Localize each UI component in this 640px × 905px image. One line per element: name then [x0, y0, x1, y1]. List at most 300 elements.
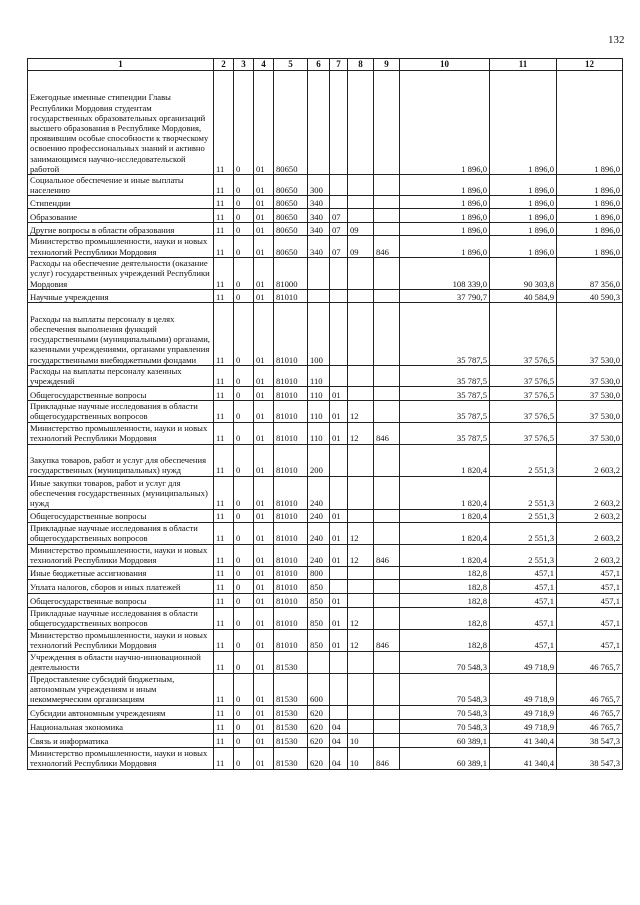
code-cell: 80650 — [274, 175, 308, 196]
amount-cell: 46 765,7 — [557, 719, 623, 733]
code-cell: 110 — [308, 422, 330, 444]
code-cell: 07 — [330, 236, 348, 257]
code-cell: 846 — [374, 422, 400, 444]
code-cell: 81010 — [274, 544, 308, 566]
code-cell — [374, 365, 400, 386]
code-cell: 340 — [308, 236, 330, 257]
row-label-cell: Министерство промышленности, науки и новых технологий Республики Мордовия — [28, 422, 214, 444]
code-cell — [348, 566, 374, 579]
code-cell — [348, 476, 374, 509]
code-cell — [330, 257, 348, 289]
code-cell: 0 — [234, 566, 254, 579]
code-cell: 01 — [330, 401, 348, 422]
amount-cell: 182,8 — [400, 593, 490, 607]
code-cell: 110 — [308, 387, 330, 401]
row-label-cell: Расходы на обеспечение деятельности (оказание услуг) государственных учреждений Республики Мордовия — [28, 257, 214, 289]
amount-cell: 1 820,4 — [400, 444, 490, 476]
table-row — [28, 607, 623, 629]
code-cell: 80650 — [274, 71, 308, 175]
code-cell: 01 — [330, 629, 348, 651]
table-row — [28, 509, 623, 522]
code-cell: 81010 — [274, 522, 308, 544]
code-cell: 01 — [254, 733, 274, 747]
amount-cell: 35 787,5 — [400, 422, 490, 444]
code-cell: 01 — [254, 747, 274, 769]
code-cell — [330, 302, 348, 365]
code-cell: 11 — [214, 593, 234, 607]
amount-cell: 1 896,0 — [400, 223, 490, 236]
amount-cell: 1 896,0 — [490, 223, 557, 236]
column-header: 8 — [348, 59, 374, 71]
row-label-cell: Национальная экономика — [28, 719, 214, 733]
amount-cell: 37 790,7 — [400, 289, 490, 302]
amount-cell: 457,1 — [557, 593, 623, 607]
code-cell: 11 — [214, 566, 234, 579]
code-cell — [374, 71, 400, 175]
column-header: 2 — [214, 59, 234, 71]
code-cell: 11 — [214, 733, 234, 747]
code-cell: 0 — [234, 705, 254, 719]
code-cell: 0 — [234, 719, 254, 733]
code-cell — [308, 257, 330, 289]
code-cell — [348, 365, 374, 386]
table-row — [28, 209, 623, 223]
code-cell: 11 — [214, 651, 234, 673]
code-cell: 846 — [374, 629, 400, 651]
code-cell: 11 — [214, 522, 234, 544]
code-cell: 81010 — [274, 365, 308, 386]
code-cell: 01 — [254, 401, 274, 422]
row-label-cell: Общегосударственные вопросы — [28, 593, 214, 607]
code-cell — [330, 444, 348, 476]
column-header: 10 — [400, 59, 490, 71]
code-cell: 0 — [234, 544, 254, 566]
code-cell — [374, 705, 400, 719]
code-cell: 11 — [214, 209, 234, 223]
code-cell: 0 — [234, 651, 254, 673]
code-cell: 11 — [214, 175, 234, 196]
row-label-cell: Иные закупки товаров, работ и услуг для обеспечения государственных (муниципальных) нужд — [28, 476, 214, 509]
code-cell — [374, 223, 400, 236]
code-cell: 110 — [308, 365, 330, 386]
code-cell: 80650 — [274, 223, 308, 236]
code-cell: 11 — [214, 509, 234, 522]
code-cell: 12 — [348, 544, 374, 566]
amount-cell: 70 548,3 — [400, 705, 490, 719]
row-label-cell: Расходы на выплаты персоналу казенных учреждений — [28, 365, 214, 386]
code-cell: 01 — [254, 579, 274, 593]
code-cell: 01 — [254, 544, 274, 566]
amount-cell: 35 787,5 — [400, 387, 490, 401]
table-row — [28, 673, 623, 705]
amount-cell: 1 896,0 — [490, 236, 557, 257]
code-cell — [348, 673, 374, 705]
code-cell: 240 — [308, 509, 330, 522]
row-label-cell: Предоставление субсидий бюджетным, автономным учреждениям и иным некоммерческим организациям — [28, 673, 214, 705]
row-label-cell: Учреждения в области научно-инновационной деятельности — [28, 651, 214, 673]
code-cell — [374, 444, 400, 476]
code-cell: 81530 — [274, 733, 308, 747]
table-row — [28, 719, 623, 733]
code-cell: 846 — [374, 236, 400, 257]
amount-cell: 1 820,4 — [400, 522, 490, 544]
table-row — [28, 175, 623, 196]
code-cell: 850 — [308, 607, 330, 629]
code-cell: 11 — [214, 476, 234, 509]
code-cell: 12 — [348, 607, 374, 629]
code-cell: 01 — [254, 289, 274, 302]
code-cell: 0 — [234, 223, 254, 236]
code-cell — [374, 719, 400, 733]
code-cell: 0 — [234, 579, 254, 593]
code-cell: 0 — [234, 401, 254, 422]
row-label-cell: Научные учреждения — [28, 289, 214, 302]
code-cell: 81010 — [274, 593, 308, 607]
code-cell: 620 — [308, 747, 330, 769]
code-cell: 0 — [234, 747, 254, 769]
amount-cell: 2 603,2 — [557, 476, 623, 509]
code-cell: 0 — [234, 209, 254, 223]
code-cell — [348, 302, 374, 365]
row-label-cell: Закупка товаров, работ и услуг для обеспечения государственных (муниципальных) нужд — [28, 444, 214, 476]
table-row — [28, 422, 623, 444]
code-cell — [374, 196, 400, 209]
column-header: 7 — [330, 59, 348, 71]
code-cell: 80650 — [274, 209, 308, 223]
amount-cell: 37 576,5 — [490, 387, 557, 401]
code-cell — [374, 733, 400, 747]
code-cell: 620 — [308, 705, 330, 719]
code-cell: 01 — [254, 302, 274, 365]
code-cell: 11 — [214, 444, 234, 476]
code-cell: 11 — [214, 544, 234, 566]
code-cell: 11 — [214, 629, 234, 651]
code-cell — [374, 673, 400, 705]
code-cell: 0 — [234, 509, 254, 522]
code-cell: 12 — [348, 422, 374, 444]
row-label-cell: Расходы на выплаты персоналу в целях обеспечения выполнения функций государственными (муниципальными) органами, казенными учреждениями, органами управления государственными внебюджетными фондами — [28, 302, 214, 365]
amount-cell: 1 896,0 — [557, 71, 623, 175]
amount-cell: 182,8 — [400, 607, 490, 629]
row-label-cell: Прикладные научные исследования в области общегосударственных вопросов — [28, 401, 214, 422]
amount-cell: 2 603,2 — [557, 509, 623, 522]
amount-cell: 182,8 — [400, 579, 490, 593]
amount-cell: 37 530,0 — [557, 365, 623, 386]
amount-cell: 37 530,0 — [557, 401, 623, 422]
code-cell — [374, 593, 400, 607]
code-cell — [308, 289, 330, 302]
code-cell: 01 — [254, 607, 274, 629]
code-cell — [348, 509, 374, 522]
table-body — [28, 71, 623, 770]
code-cell: 0 — [234, 593, 254, 607]
amount-cell: 2 603,2 — [557, 544, 623, 566]
row-label-cell: Иные бюджетные ассигнования — [28, 566, 214, 579]
code-cell — [348, 257, 374, 289]
code-cell: 11 — [214, 257, 234, 289]
code-cell: 07 — [330, 209, 348, 223]
amount-cell: 1 896,0 — [557, 236, 623, 257]
code-cell — [348, 579, 374, 593]
table-row — [28, 387, 623, 401]
code-cell: 0 — [234, 302, 254, 365]
table-row — [28, 579, 623, 593]
code-cell: 0 — [234, 422, 254, 444]
code-cell: 12 — [348, 522, 374, 544]
code-cell: 81530 — [274, 651, 308, 673]
code-cell: 0 — [234, 444, 254, 476]
table-row — [28, 476, 623, 509]
table-row — [28, 223, 623, 236]
code-cell — [374, 289, 400, 302]
page-number: 132 — [608, 34, 625, 46]
amount-cell: 1 820,4 — [400, 509, 490, 522]
code-cell: 600 — [308, 673, 330, 705]
row-label-cell: Министерство промышленности, науки и новых технологий Республики Мордовия — [28, 747, 214, 769]
code-cell: 240 — [308, 544, 330, 566]
code-cell: 01 — [254, 223, 274, 236]
amount-cell: 1 896,0 — [557, 209, 623, 223]
code-cell — [348, 175, 374, 196]
amount-cell: 108 339,0 — [400, 257, 490, 289]
code-cell — [374, 175, 400, 196]
amount-cell: 37 576,5 — [490, 365, 557, 386]
code-cell: 620 — [308, 719, 330, 733]
code-cell: 850 — [308, 593, 330, 607]
code-cell — [330, 673, 348, 705]
amount-cell: 1 896,0 — [490, 71, 557, 175]
table-row — [28, 629, 623, 651]
amount-cell: 457,1 — [490, 566, 557, 579]
code-cell: 11 — [214, 747, 234, 769]
amount-cell: 35 787,5 — [400, 401, 490, 422]
amount-cell: 1 896,0 — [557, 175, 623, 196]
code-cell — [374, 387, 400, 401]
amount-cell: 457,1 — [490, 629, 557, 651]
code-cell: 81010 — [274, 476, 308, 509]
code-cell: 01 — [330, 607, 348, 629]
code-cell: 300 — [308, 175, 330, 196]
code-cell — [330, 289, 348, 302]
amount-cell: 1 820,4 — [400, 544, 490, 566]
amount-cell: 457,1 — [490, 593, 557, 607]
code-cell — [348, 719, 374, 733]
amount-cell: 2 603,2 — [557, 522, 623, 544]
amount-cell: 49 718,9 — [490, 705, 557, 719]
table-row — [28, 236, 623, 257]
amount-cell: 1 820,4 — [400, 476, 490, 509]
row-label-cell: Министерство промышленности, науки и новых технологий Республики Мордовия — [28, 544, 214, 566]
row-label-cell: Министерство промышленности, науки и новых технологий Республики Мордовия — [28, 236, 214, 257]
table-row — [28, 566, 623, 579]
code-cell: 11 — [214, 719, 234, 733]
amount-cell: 1 896,0 — [400, 71, 490, 175]
code-cell: 0 — [234, 476, 254, 509]
code-cell: 0 — [234, 673, 254, 705]
code-cell: 01 — [254, 522, 274, 544]
code-cell: 01 — [254, 719, 274, 733]
code-cell: 01 — [254, 509, 274, 522]
code-cell: 01 — [254, 365, 274, 386]
code-cell: 01 — [254, 593, 274, 607]
code-cell: 01 — [330, 509, 348, 522]
amount-cell: 87 356,0 — [557, 257, 623, 289]
code-cell: 81010 — [274, 566, 308, 579]
table-row — [28, 705, 623, 719]
table-row — [28, 289, 623, 302]
amount-cell: 1 896,0 — [490, 175, 557, 196]
code-cell: 11 — [214, 607, 234, 629]
row-label-cell: Общегосударственные вопросы — [28, 509, 214, 522]
row-label-cell: Образование — [28, 209, 214, 223]
code-cell — [374, 302, 400, 365]
table-row — [28, 651, 623, 673]
amount-cell: 37 530,0 — [557, 302, 623, 365]
code-cell: 12 — [348, 629, 374, 651]
column-header: 3 — [234, 59, 254, 71]
code-cell: 11 — [214, 289, 234, 302]
code-cell: 81010 — [274, 579, 308, 593]
amount-cell: 38 547,3 — [557, 733, 623, 747]
code-cell — [348, 289, 374, 302]
table-row — [28, 444, 623, 476]
code-cell: 80650 — [274, 196, 308, 209]
code-cell: 11 — [214, 71, 234, 175]
code-cell: 01 — [330, 387, 348, 401]
code-cell: 0 — [234, 289, 254, 302]
amount-cell: 2 551,3 — [490, 509, 557, 522]
code-cell — [374, 509, 400, 522]
amount-cell: 1 896,0 — [400, 236, 490, 257]
amount-cell: 49 718,9 — [490, 719, 557, 733]
code-cell — [374, 651, 400, 673]
code-cell — [374, 607, 400, 629]
code-cell: 240 — [308, 476, 330, 509]
amount-cell: 60 389,1 — [400, 747, 490, 769]
amount-cell: 46 765,7 — [557, 651, 623, 673]
amount-cell: 40 584,9 — [490, 289, 557, 302]
amount-cell: 70 548,3 — [400, 651, 490, 673]
code-cell: 0 — [234, 522, 254, 544]
code-cell: 81010 — [274, 629, 308, 651]
code-cell: 01 — [254, 209, 274, 223]
code-cell: 846 — [374, 544, 400, 566]
amount-cell: 182,8 — [400, 629, 490, 651]
code-cell: 81010 — [274, 607, 308, 629]
code-cell: 81010 — [274, 401, 308, 422]
row-label-cell: Социальное обеспечение и иные выплаты населению — [28, 175, 214, 196]
code-cell — [374, 476, 400, 509]
column-header: 11 — [490, 59, 557, 71]
code-cell — [330, 705, 348, 719]
code-cell: 340 — [308, 196, 330, 209]
code-cell: 81010 — [274, 509, 308, 522]
code-cell — [348, 444, 374, 476]
table-row — [28, 257, 623, 289]
amount-cell: 41 340,4 — [490, 733, 557, 747]
code-cell: 01 — [254, 476, 274, 509]
code-cell — [330, 566, 348, 579]
code-cell — [330, 476, 348, 509]
code-cell: 0 — [234, 175, 254, 196]
row-label-cell: Стипендии — [28, 196, 214, 209]
code-cell: 01 — [254, 236, 274, 257]
column-header: 5 — [274, 59, 308, 71]
table-row — [28, 401, 623, 422]
amount-cell: 2 551,3 — [490, 522, 557, 544]
code-cell: 81530 — [274, 719, 308, 733]
code-cell: 09 — [348, 223, 374, 236]
code-cell: 11 — [214, 422, 234, 444]
code-cell — [348, 71, 374, 175]
amount-cell: 35 787,5 — [400, 365, 490, 386]
code-cell: 01 — [254, 387, 274, 401]
code-cell: 01 — [254, 422, 274, 444]
code-cell: 07 — [330, 223, 348, 236]
row-label-cell: Уплата налогов, сборов и иных платежей — [28, 579, 214, 593]
amount-cell: 35 787,5 — [400, 302, 490, 365]
code-cell: 11 — [214, 705, 234, 719]
table-row — [28, 71, 623, 175]
code-cell: 81530 — [274, 673, 308, 705]
code-cell: 0 — [234, 236, 254, 257]
amount-cell: 60 389,1 — [400, 733, 490, 747]
code-cell: 81530 — [274, 705, 308, 719]
code-cell: 10 — [348, 747, 374, 769]
code-cell — [348, 593, 374, 607]
code-cell: 01 — [254, 673, 274, 705]
row-label-cell: Субсидии автономным учреждениям — [28, 705, 214, 719]
code-cell: 11 — [214, 196, 234, 209]
amount-cell: 70 548,3 — [400, 719, 490, 733]
amount-cell: 1 896,0 — [400, 196, 490, 209]
code-cell: 81010 — [274, 289, 308, 302]
amount-cell: 46 765,7 — [557, 673, 623, 705]
code-cell: 11 — [214, 401, 234, 422]
code-cell: 0 — [234, 629, 254, 651]
code-cell: 850 — [308, 629, 330, 651]
code-cell: 0 — [234, 257, 254, 289]
amount-cell: 2 551,3 — [490, 544, 557, 566]
row-label-cell: Другие вопросы в области образования — [28, 223, 214, 236]
column-header: 1 — [28, 59, 214, 71]
table-header-row — [28, 59, 623, 71]
row-label-cell: Ежегодные именные стипендии Главы Республики Мордовия студентам государственных образовательных организаций высшего образования в Республике Мордовия, проявившим особые способности к творческому освоению профессиональных знаний и активно занимающимся научно-исследовательской работой — [28, 71, 214, 175]
code-cell: 81010 — [274, 302, 308, 365]
amount-cell: 40 590,3 — [557, 289, 623, 302]
amount-cell: 1 896,0 — [557, 223, 623, 236]
code-cell: 800 — [308, 566, 330, 579]
code-cell: 01 — [254, 629, 274, 651]
code-cell: 340 — [308, 209, 330, 223]
code-cell: 81010 — [274, 422, 308, 444]
code-cell: 0 — [234, 387, 254, 401]
code-cell: 81010 — [274, 387, 308, 401]
amount-cell: 90 303,8 — [490, 257, 557, 289]
column-header: 12 — [557, 59, 623, 71]
code-cell — [348, 705, 374, 719]
code-cell: 01 — [330, 522, 348, 544]
code-cell: 11 — [214, 579, 234, 593]
table-row — [28, 365, 623, 386]
code-cell — [330, 651, 348, 673]
code-cell: 850 — [308, 579, 330, 593]
amount-cell: 46 765,7 — [557, 705, 623, 719]
code-cell: 11 — [214, 387, 234, 401]
amount-cell: 37 530,0 — [557, 422, 623, 444]
code-cell — [374, 566, 400, 579]
code-cell — [330, 175, 348, 196]
